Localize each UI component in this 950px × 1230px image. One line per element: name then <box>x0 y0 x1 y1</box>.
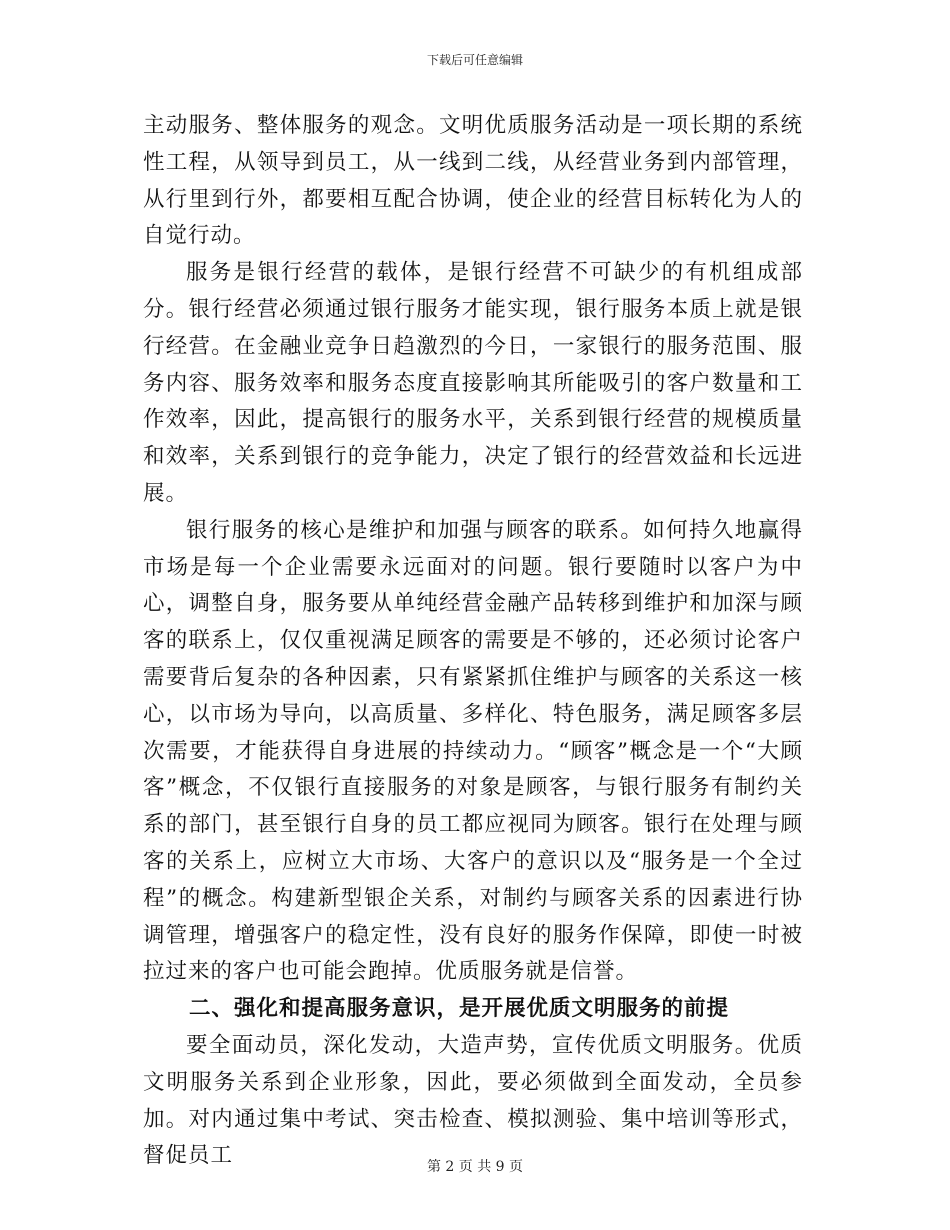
document-body <box>143 108 803 1175</box>
paragraph-2: 服务是银行经营的载体，是银行经营不可缺少的有机组成部分。银行经营必须通过银行服务才能实现，银行服务本质上就是银行经营。在金融业竞争日趋激烈的今日，一家银行的服务范围、服务内容、服务效率和服务态度直接影响其所能吸引的客户数量和工作效率，因此，提高银行的服务水平，关系到银行经营的规模质量和效率，关系到银行的竞争能力，决定了银行的经营效益和长远进展。 <box>143 260 803 506</box>
paragraph-3: 银行服务的核心是维护和加强与顾客的联系。如何持久地赢得市场是每一个企业需要永远面对的问题。银行要随时以客户为中心，调整自身，服务要从单纯经营金融产品转移到维护和加深与顾客的联系上，仅仅重视满足顾客的需要是不够的，还必须讨论客户需要背后复杂的各种因素，只有紧紧抓住维护与顾客的关系这一核心，以市场为导向，以高质量、多样化、特色服务，满足顾客多层次需要，才能获得自身进展的持续动力。“顾客”概念是一个“大顾客”概念，不仅银行直接服务的对象是顾客，与银行服务有制约关系的部门，甚至银行自身的员工都应视同为顾客。银行在处理与顾客的关系上，应树立大市场、大客户的意识以及“服务是一个全过程”的概念。构建新型银企关系，对制约与顾客关系的因素进行协调管理，增强客户的稳定性，没有良好的服务作保障，即使一时被拉过来的客户也可能会跑掉。优质服务就是信誉。 <box>143 517 803 985</box>
section-heading: 二、强化和提高服务意识，是开展优质文明服务的前提 <box>189 996 730 1022</box>
paragraph-1: 主动服务、整体服务的观念。文明优质服务活动是一项长期的系统性工程，从领导到员工，从一线到二线，从经营业务到内部管理，从行里到行外，都要相互配合协调，使企业的经营目标转化为人的自觉行动。 <box>143 113 803 249</box>
page-header: 下载后可任意编辑 <box>426 53 523 67</box>
paragraph-4: 要全面动员，深化发动，大造声势，宣传优质文明服务。优质文明服务关系到企业形象，因此，要必须做到全面发动，全员参加。对内通过集中考试、突击检查、模拟测验、集中培训等形式，督促员工 <box>143 1032 803 1169</box>
page-footer: 第 2 页 共 9 页 <box>426 1159 524 1175</box>
